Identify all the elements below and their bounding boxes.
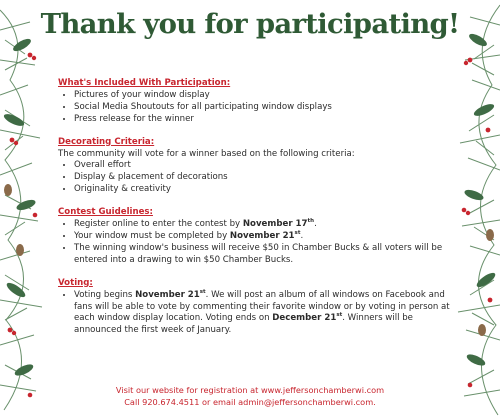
guidelines-section	[58, 207, 450, 267]
criteria-intro: The community will vote for a winner based on the following criteria:	[58, 148, 355, 159]
guideline-text: Register online to enter the contest by	[74, 219, 243, 230]
list-item: • Overall effort	[74, 160, 450, 172]
guideline-text: .	[314, 219, 317, 230]
criteria-section	[58, 137, 450, 197]
date-suffix: st	[199, 288, 206, 295]
guidelines-list	[58, 219, 450, 267]
date-suffix: st	[336, 312, 343, 319]
list-item	[74, 231, 450, 243]
voting-text: . We will post an album of all windows on Facebook and fans will be able to vote by commenting their favorite window or by voting in person at each window display location. Voting ends on	[74, 289, 450, 324]
footer-contact-line: Call 920.674.4511 or email admin@jeffersonchamberwi.com.	[124, 397, 376, 407]
list-item	[74, 219, 450, 231]
pine-border-right-image	[444, 0, 500, 419]
list-item: • Press release for the winner	[74, 114, 450, 126]
date-text: November 21	[135, 289, 200, 300]
date-text: December 21	[272, 313, 337, 324]
pine-border-left-image	[0, 0, 56, 419]
guideline-text: Your window must be completed by	[74, 230, 230, 241]
list-item: • Social Media Shoutouts for all participating window displays	[74, 102, 450, 114]
guideline-text: .	[300, 230, 304, 241]
content-body	[58, 78, 450, 348]
footer	[0, 384, 500, 408]
included-section	[58, 78, 450, 126]
footer-website-line: Visit our website for registration at www.jeffersonchamberwi.com	[115, 385, 385, 395]
criteria-list	[58, 160, 450, 196]
included-heading: What's Included With Participation:	[58, 78, 231, 88]
criteria-heading: Decorating Criteria:	[58, 136, 155, 147]
page-title: Thank you for participating!	[40, 8, 460, 40]
voting-heading: Voting:	[58, 277, 93, 288]
list-item: • Pictures of your window display	[74, 90, 450, 102]
date-text: November 17	[242, 219, 308, 230]
list-item: • Originality & creativity	[74, 184, 450, 196]
list-item: • The winning window's business will receive $50 in Chamber Bucks & all voters will be entered into a drawing to win $50 Chamber Bucks.	[74, 243, 450, 267]
voting-section	[58, 278, 450, 338]
date-suffix: th	[307, 218, 315, 225]
voting-text: Voting begins	[74, 289, 136, 300]
guidelines-heading: Contest Guidelines:	[58, 207, 153, 218]
date-suffix: st	[294, 230, 301, 237]
included-list	[58, 90, 450, 126]
date-text: November 21	[229, 230, 295, 241]
voting-list	[58, 290, 450, 338]
list-item	[74, 290, 450, 338]
voting-text: . Winners will be announced the first week of January.	[74, 313, 413, 336]
list-item: • Display & placement of decorations	[74, 172, 450, 184]
